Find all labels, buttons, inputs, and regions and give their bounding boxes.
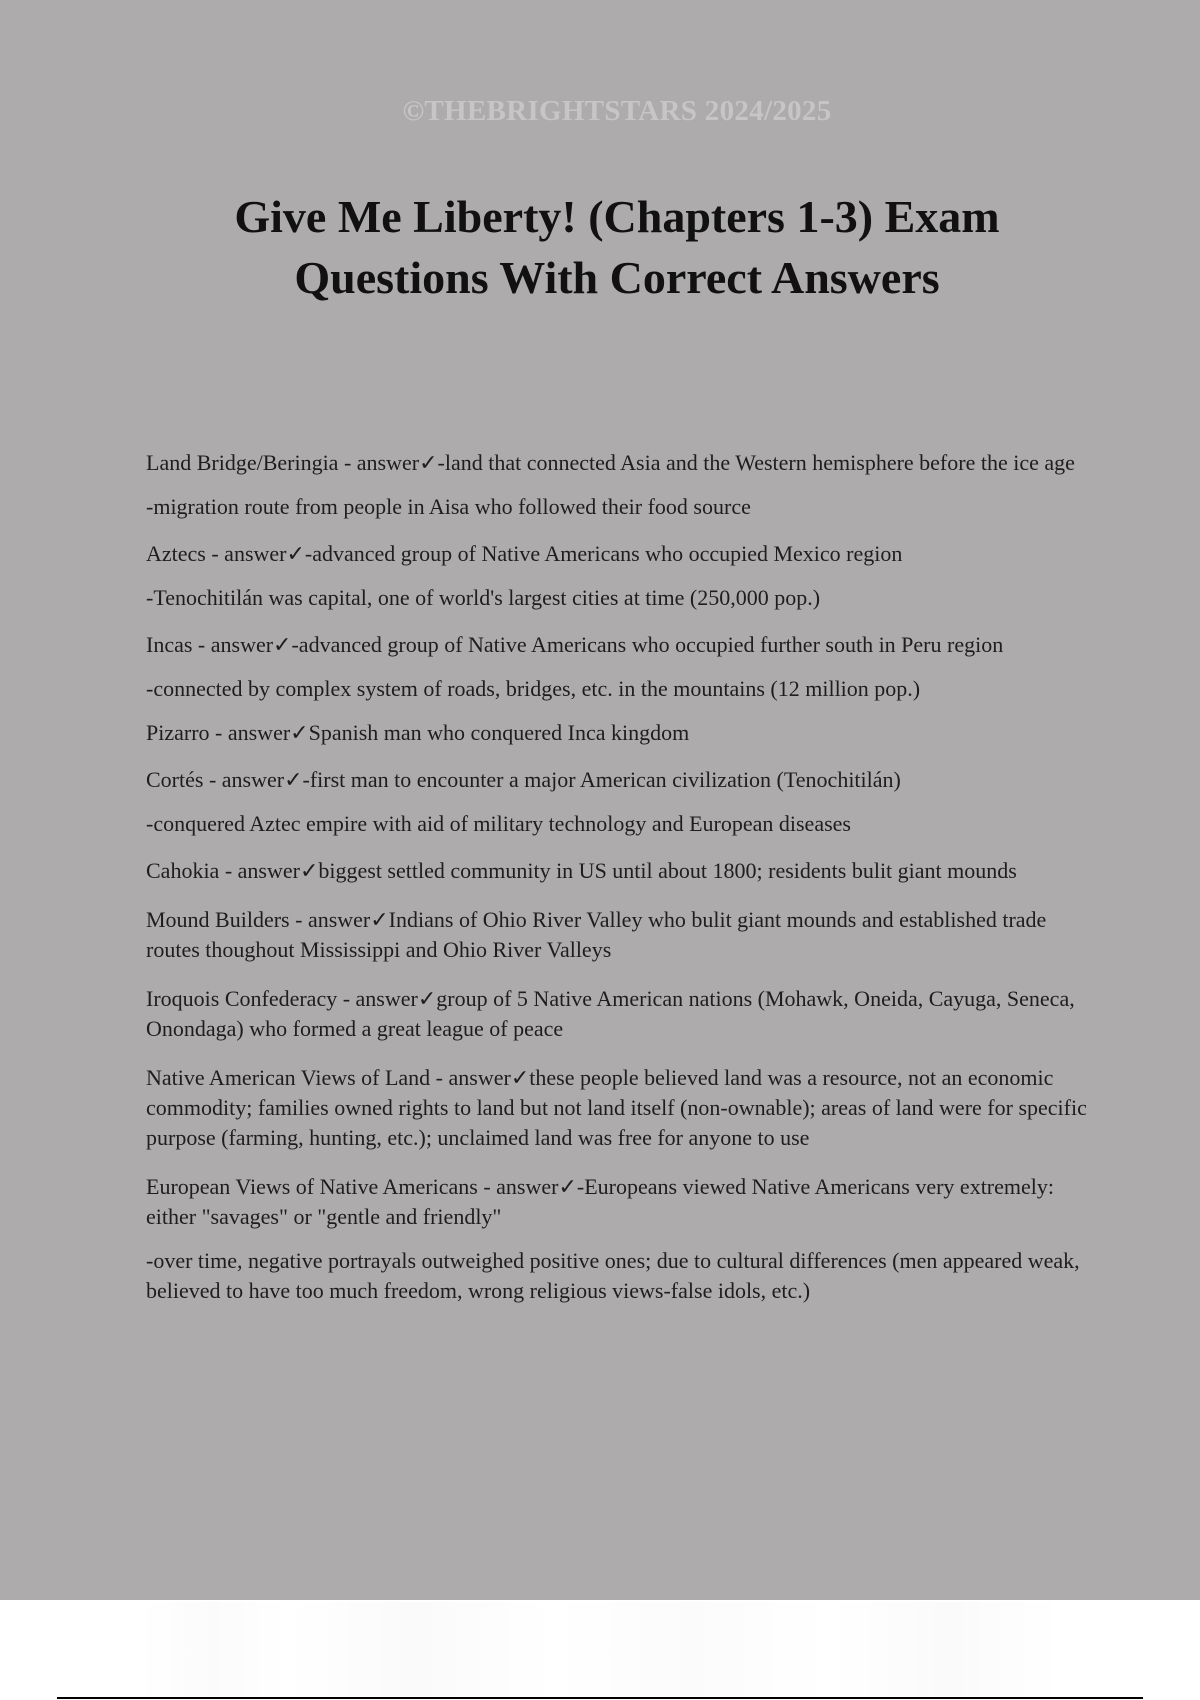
- entry-land-bridge-detail: -migration route from people in Aisa who followed their food source: [146, 494, 751, 519]
- entry-iroquois: Iroquois Confederacy - answer✓group of 5 Native American nations (Mohawk, Oneida, Cayuga, Seneca, Onondaga) who formed a great league of peace: [146, 986, 1075, 1041]
- entry-aztecs-detail: -Tenochitilán was capital, one of world's largest cities at time (250,000 pop.): [146, 585, 821, 610]
- entry-incas: Incas - answer✓-advanced group of Native Americans who occupied further south in Peru region: [146, 632, 1004, 657]
- entry-pizarro: Pizarro - answer✓Spanish man who conquered Inca kingdom: [146, 720, 690, 745]
- qa-list: [146, 448, 1096, 1306]
- entry-cortes: Cortés - answer✓-first man to encounter a major American civilization (Tenochitilán): [146, 767, 901, 792]
- title-line-2: Questions With Correct Answers: [294, 252, 940, 303]
- footer-divider: [57, 1697, 1143, 1699]
- entry-native-views-land: Native American Views of Land - answer✓these people believed land was a resource, not an economic commodity; families owned rights to land but not land itself (non-ownable); areas of land were for specific purpose (farming, hunting, etc.); unclaimed land was free for anyone to use: [146, 1065, 1087, 1150]
- page-footer-area: [140, 1602, 1060, 1696]
- title-line-1: Give Me Liberty! (Chapters 1-3) Exam: [234, 191, 1000, 242]
- document-title: [0, 186, 1200, 308]
- entry-cahokia: Cahokia - answer✓biggest settled community in US until about 1800; residents bulit giant mounds: [146, 858, 1017, 883]
- entry-mound-builders: Mound Builders - answer✓Indians of Ohio River Valley who bulit giant mounds and established trade routes thoughout Mississippi and Ohio River Valleys: [146, 907, 1047, 962]
- entry-european-views: European Views of Native Americans - answer✓-Europeans viewed Native Americans very extremely: either "savages" or "gentle and friendly": [146, 1174, 1054, 1229]
- entry-cortes-detail: -conquered Aztec empire with aid of military technology and European diseases: [146, 811, 851, 836]
- entry-land-bridge: Land Bridge/Beringia - answer✓-land that connected Asia and the Western hemisphere before the ice age: [146, 450, 1075, 475]
- entry-incas-detail: -connected by complex system of roads, bridges, etc. in the mountains (12 million pop.): [146, 676, 921, 701]
- entry-european-views-detail: -over time, negative portrayals outweighed positive ones; due to cultural differences (men appeared weak, believed to have too much freedom, wrong religious views-false idols, etc.): [146, 1248, 1080, 1303]
- watermark: ©THEBRIGHTSTARS 2024/2025: [402, 95, 832, 127]
- entry-aztecs: Aztecs - answer✓-advanced group of Native Americans who occupied Mexico region: [146, 541, 903, 566]
